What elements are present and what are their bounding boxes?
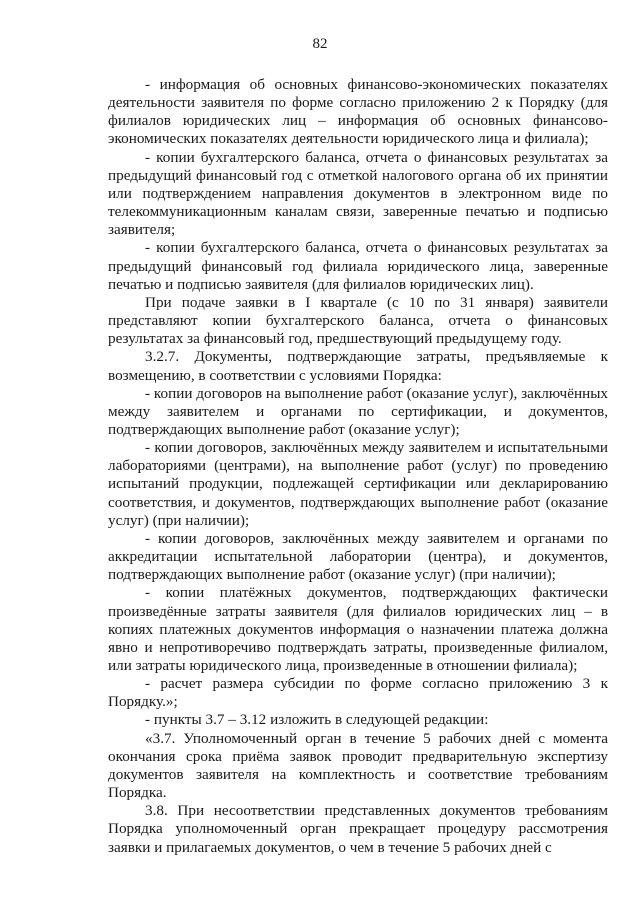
paragraph-branch-balance-copies: - копии бухгалтерского баланса, отчета о финансовых результатах за предыдущий финансовый год филиала юридического лица, заверенные печатью и подписью заявителя (для филиалов юридических лиц).	[108, 239, 608, 293]
paragraph-3-8: 3.8. При несоответствии представленных документов требованиям Порядка уполномоченный орган прекращает процедуру рассмотрения заявки и прилагаемых документов, о чем в течение 5 рабочих дней с	[108, 802, 608, 856]
paragraph-laboratory-contracts: - копии договоров, заключённых между заявителем и испытательными лабораториями (центрами), на выполнение работ (услуг) по проведению испытаний продукции, подлежащей сертификации или декларированию соответствия, и документов, подтверждающих выполнение работ (оказание услуг) (при наличии);	[108, 439, 608, 529]
paragraph-3-7: «3.7. Уполномоченный орган в течение 5 рабочих дней с момента окончания срока приёма заявок проводит предварительную экспертизу документов заявителя на комплектность и соответствие требованиям Порядка.	[108, 729, 608, 802]
paragraph-accreditation-contracts: - копии договоров, заключённых между заявителем и органами по аккредитации испытательной лаборатории (центра), и документов, подтверждающих выполнение работ (оказание услуг) (при наличии);	[108, 529, 608, 584]
paragraph-payment-documents: - копии платёжных документов, подтверждающих фактически произведённые затраты заявителя (для филиалов юридических лиц – в копиях платежных документов информация о назначении платежа должна явно и непротиворечиво подтверждать затраты, произведенные филиалом, или затраты юридического лица, произведенные в отношении филиала);	[108, 584, 608, 674]
paragraph-items-3-7-3-12: - пункты 3.7 – 3.12 изложить в следующей редакции:	[145, 711, 489, 729]
document-body	[108, 76, 608, 857]
paragraph-subsidy-calculation: - расчет размера субсидии по форме согласно приложению 3 к Порядку.»;	[108, 675, 608, 711]
paragraph-financial-indicators: - информация об основных финансово-экономических показателях деятельности заявителя по форме согласно приложению 2 к Порядку (для филиалов юридических лиц – информация об основных финансово-экономических показателях деятельности юридического лица и филиала);	[108, 76, 608, 148]
paragraph-first-quarter: При подаче заявки в I квартале (с 10 по 31 января) заявители представляют копии бухгалтерского баланса, отчета о финансовых результатах за финансовый год, предшествующий предыдущему году.	[108, 293, 608, 348]
paragraph-certification-contracts: - копии договоров на выполнение работ (оказание услуг), заключённых между заявителем и органами по сертификации, и документов, подтверждающих выполнение работ (оказание услуг);	[108, 384, 608, 438]
paragraph-balance-copies: - копии бухгалтерского баланса, отчета о финансовых результатах за предыдущий финансовый год с отметкой налогового органа об их принятии или подтверждением направления документов в электронном виде по телекоммуникационным каналам связи, заверенные печатью и подписью заявителя;	[108, 148, 608, 239]
page-number: 82	[312, 36, 328, 52]
paragraph-3-2-7: 3.2.7. Документы, подтверждающие затраты, предъявляемые к возмещению, в соответствии с условиями Порядка:	[108, 348, 608, 384]
